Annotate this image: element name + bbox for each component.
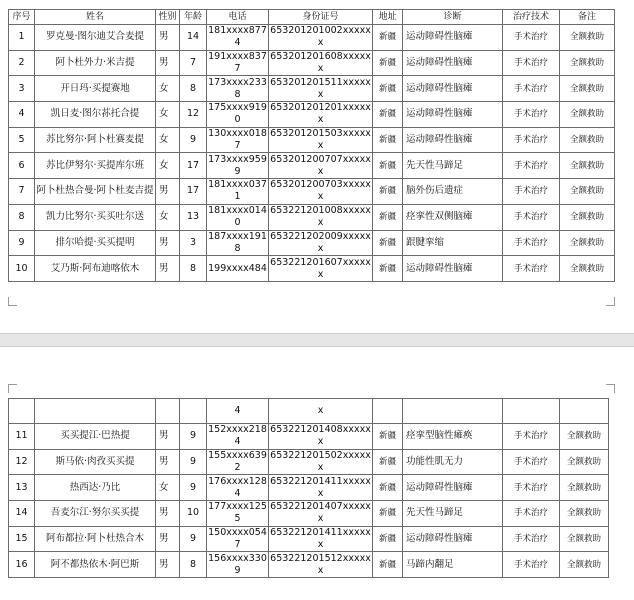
cell-number: 13: [9, 475, 35, 501]
cell-empty: [373, 399, 403, 424]
cell-id-number: 653201200703xxxxxx: [270, 179, 371, 203]
cell-name: 阿布都拉·阿卜杜热合木: [35, 526, 156, 552]
cell-address: 新疆: [373, 475, 403, 501]
cell-treatment: 手术治疗: [503, 552, 560, 578]
cell-id-continued: x: [269, 399, 373, 424]
cell-gender: 男: [156, 230, 180, 256]
cell-address: 新疆: [373, 50, 403, 76]
table-row: [9, 256, 615, 282]
cell-address: 新疆: [373, 424, 403, 450]
cell-address: 新疆: [373, 153, 403, 179]
table-row: [9, 424, 609, 450]
cell-id-number: 653221201411xxxxxx: [270, 527, 371, 551]
header-cell: 地址: [373, 10, 403, 25]
cell-age: 9: [180, 449, 207, 475]
cell-phone-continued: 4: [207, 399, 269, 424]
page-corner-mark: [606, 297, 615, 306]
patient-table-page-2: [8, 398, 609, 578]
cell-empty: [180, 399, 207, 424]
cell-gender: 女: [156, 76, 180, 102]
cell-treatment: 手术治疗: [503, 76, 560, 102]
cell-diagnosis: 先天性马蹄足: [403, 153, 503, 179]
cell-remark: 全额救助: [560, 449, 609, 475]
cell-number: 7: [9, 179, 35, 205]
cell-name: 苏比伊努尔·买提库尔班: [35, 153, 156, 179]
cell-number: 11: [9, 424, 35, 450]
cell-phone: 150xxxx0547: [208, 527, 267, 551]
cell-address: 新疆: [373, 102, 403, 128]
cell-number: 4: [9, 102, 35, 128]
cell-phone: 176xxxx1284: [208, 475, 267, 499]
table-row: [9, 127, 615, 153]
table-row: [9, 501, 609, 527]
cell-address: 新疆: [373, 127, 403, 153]
cell-remark: 全额救助: [560, 230, 615, 256]
cell-phone: 175xxxx9190: [208, 102, 267, 126]
cell-gender: 男: [156, 552, 180, 578]
cell-gender: 男: [156, 501, 180, 527]
cell-phone: 187xxxx1918: [208, 230, 267, 254]
table-row: [9, 102, 615, 128]
cell-diagnosis: 运动障碍性脑瘫: [403, 50, 503, 76]
cell-address: 新疆: [373, 76, 403, 102]
cell-id-number: 653221201411xxxxxx: [270, 475, 371, 499]
cell-remark: 全额救助: [560, 552, 609, 578]
page-corner-mark: [8, 297, 17, 306]
cell-age: 9: [180, 127, 207, 153]
cell-id-number: 653221202009xxxxxx: [270, 230, 371, 254]
cell-address: 新疆: [373, 230, 403, 256]
cell-id-number: 653221201502xxxxxx: [270, 450, 371, 474]
cell-diagnosis: 痉挛型脑性瘫痪: [403, 424, 503, 450]
table-row: [9, 230, 615, 256]
cell-diagnosis: 痉挛性双侧脑瘫: [403, 204, 503, 230]
page-corner-mark: [606, 384, 615, 393]
header-cell: 电话: [207, 10, 269, 25]
cell-remark: 全额救助: [560, 76, 615, 102]
cell-phone: 191xxxx8377: [208, 51, 267, 75]
cell-remark: 全额救助: [560, 25, 615, 51]
cell-address: 新疆: [373, 552, 403, 578]
cell-number: 16: [9, 552, 35, 578]
cell-diagnosis: 跟腱挛缩: [403, 230, 503, 256]
cell-name: 凯力比努尔·买买吐尔送: [35, 204, 156, 230]
cell-name: 阿不都热依木·阿巴斯: [35, 552, 156, 578]
cell-name: 凯日麦·图尔荪托合提: [35, 102, 156, 128]
cell-diagnosis: 运动障碍性脑瘫: [403, 256, 503, 282]
cell-age: 7: [180, 50, 207, 76]
cell-id-number: 653201201201xxxxxx: [270, 102, 371, 126]
cell-gender: 女: [156, 153, 180, 179]
cell-id-number: 653221201407xxxxxx: [270, 501, 371, 525]
cell-age: 8: [180, 256, 207, 282]
cell-treatment: 手术治疗: [503, 127, 560, 153]
cell-treatment: 手术治疗: [503, 449, 560, 475]
cell-name: 开日玛·买提赛地: [35, 76, 156, 102]
cell-age: 9: [180, 475, 207, 501]
cell-age: 17: [180, 179, 207, 205]
cell-diagnosis: 脑外伤后遗症: [403, 179, 503, 205]
cell-treatment: 手术治疗: [503, 475, 560, 501]
cell-remark: 全额救助: [560, 424, 609, 450]
cell-gender: 女: [156, 127, 180, 153]
cell-address: 新疆: [373, 204, 403, 230]
cell-gender: 男: [156, 449, 180, 475]
table-row: [9, 25, 615, 51]
cell-diagnosis: 运动障碍性脑瘫: [403, 25, 503, 51]
cell-number: 9: [9, 230, 35, 256]
cell-age: 9: [180, 526, 207, 552]
cell-phone: 156xxxx3309: [208, 552, 267, 576]
patient-table-page-1: [8, 9, 615, 282]
cell-age: 12: [180, 102, 207, 128]
cell-treatment: 手术治疗: [503, 424, 560, 450]
cell-number: 1: [9, 25, 35, 51]
cell-diagnosis: 运动障碍性脑瘫: [403, 76, 503, 102]
cell-gender: 女: [156, 102, 180, 128]
cell-diagnosis: 运动障碍性脑瘫: [403, 475, 503, 501]
cell-number: 3: [9, 76, 35, 102]
cell-gender: 男: [156, 50, 180, 76]
cell-name: 苏比努尔·阿卜杜赛麦提: [35, 127, 156, 153]
cell-phone: 130xxxx0187: [208, 128, 267, 152]
cell-age: 9: [180, 424, 207, 450]
cell-treatment: 手术治疗: [503, 153, 560, 179]
table-row: [9, 552, 609, 578]
header-cell: 年龄: [180, 10, 207, 25]
cell-treatment: 手术治疗: [503, 204, 560, 230]
cell-age: 17: [180, 153, 207, 179]
cell-treatment: 手术治疗: [503, 526, 560, 552]
cell-age: 8: [180, 552, 207, 578]
cell-gender: 男: [156, 25, 180, 51]
cell-address: 新疆: [373, 449, 403, 475]
table-row: [9, 50, 615, 76]
cell-treatment: 手术治疗: [503, 102, 560, 128]
cell-remark: 全额救助: [560, 204, 615, 230]
cell-remark: 全额救助: [560, 50, 615, 76]
cell-diagnosis: 运动障碍性脑瘫: [403, 102, 503, 128]
cell-age: 3: [180, 230, 207, 256]
cell-id-number: 653201200707xxxxxx: [270, 153, 371, 177]
header-cell: 姓名: [35, 10, 156, 25]
cell-diagnosis: 先天性马蹄足: [403, 501, 503, 527]
cell-remark: 全额救助: [560, 501, 609, 527]
cell-diagnosis: 功能性肌无力: [403, 449, 503, 475]
cell-id-number: 653201201503xxxxxx: [270, 128, 371, 152]
cell-empty: [560, 399, 609, 424]
cell-remark: 全额救助: [560, 127, 615, 153]
cell-remark: 全额救助: [560, 102, 615, 128]
cell-id-number: 653201201002xxxxxx: [270, 25, 371, 49]
cell-phone: 181xxxx0371: [208, 179, 267, 203]
cell-number: 14: [9, 501, 35, 527]
cell-remark: 全额救助: [560, 526, 609, 552]
table-row: [9, 153, 615, 179]
cell-id-number: 653221201607xxxxxx: [270, 256, 371, 280]
cell-empty: [403, 399, 503, 424]
cell-treatment: 手术治疗: [503, 256, 560, 282]
cell-treatment: 手术治疗: [503, 25, 560, 51]
cell-name: 买买提江·巴热提: [35, 424, 156, 450]
cell-gender: 男: [156, 179, 180, 205]
cell-number: 12: [9, 449, 35, 475]
cell-treatment: 手术治疗: [503, 501, 560, 527]
cell-id-number: 653221201408xxxxxx: [270, 424, 371, 448]
cell-empty: [35, 399, 156, 424]
table-header-row: [9, 10, 615, 25]
cell-id-number: 653201201608xxxxxx: [270, 51, 371, 75]
cell-gender: 男: [156, 526, 180, 552]
header-cell: 身份证号: [269, 10, 373, 25]
cell-phone: 181xxxx0140: [208, 205, 267, 229]
cell-age: 10: [180, 501, 207, 527]
cell-empty: [503, 399, 560, 424]
cell-address: 新疆: [373, 526, 403, 552]
cell-age: 14: [180, 25, 207, 51]
cell-name: 艾乃斯·阿布迪喀依木: [35, 256, 156, 282]
table-row: [9, 76, 615, 102]
table-row: [9, 204, 615, 230]
cell-diagnosis: 马蹄内翻足: [403, 552, 503, 578]
cell-phone: 152xxxx2184: [208, 424, 267, 448]
cell-id-number: 653221201008xxxxxx: [270, 205, 371, 229]
cell-empty: [9, 399, 35, 424]
cell-number: 6: [9, 153, 35, 179]
cell-name: 排尔哈提·买买提明: [35, 230, 156, 256]
cell-gender: 女: [156, 204, 180, 230]
table-row: [9, 475, 609, 501]
cell-name: 吾麦尔江·努尔买买提: [35, 501, 156, 527]
cell-phone: 173xxxx9599: [208, 153, 267, 177]
cell-remark: 全额救助: [560, 475, 609, 501]
page-corner-mark: [8, 384, 17, 393]
cell-name: 斯马依·肉孜买买提: [35, 449, 156, 475]
cell-gender: 男: [156, 256, 180, 282]
cell-diagnosis: 运动障碍性脑瘫: [403, 127, 503, 153]
continuation-row: [9, 399, 609, 424]
cell-phone: 173xxxx2338: [208, 76, 267, 100]
cell-name: 罗克曼·图尔迪艾合麦提: [35, 25, 156, 51]
header-cell: 治疗技术: [503, 10, 560, 25]
cell-treatment: 手术治疗: [503, 179, 560, 205]
table-row: [9, 179, 615, 205]
cell-phone: 177xxxx1255: [208, 501, 267, 525]
cell-age: 8: [180, 76, 207, 102]
table-row: [9, 526, 609, 552]
cell-age: 13: [180, 204, 207, 230]
cell-address: 新疆: [373, 256, 403, 282]
cell-empty: [156, 399, 180, 424]
cell-id-number: 653201201511xxxxxx: [270, 76, 371, 100]
header-cell: 性别: [156, 10, 180, 25]
page-break-gap: [0, 333, 634, 347]
cell-gender: 男: [156, 424, 180, 450]
cell-diagnosis: 运动障碍性脑瘫: [403, 526, 503, 552]
cell-remark: 全额救助: [560, 179, 615, 205]
cell-number: 5: [9, 127, 35, 153]
cell-number: 15: [9, 526, 35, 552]
cell-name: 热西达·乃比: [35, 475, 156, 501]
table-row: [9, 449, 609, 475]
cell-treatment: 手术治疗: [503, 230, 560, 256]
cell-number: 10: [9, 256, 35, 282]
cell-remark: 全额救助: [560, 153, 615, 179]
cell-phone: 155xxxx6392: [208, 450, 267, 474]
cell-address: 新疆: [373, 179, 403, 205]
cell-phone: 199xxxx484: [207, 256, 269, 282]
cell-phone: 181xxxx8774: [208, 25, 267, 49]
header-cell: 诊断: [403, 10, 503, 25]
header-cell: 备注: [560, 10, 615, 25]
cell-number: 8: [9, 204, 35, 230]
cell-address: 新疆: [373, 25, 403, 51]
cell-gender: 女: [156, 475, 180, 501]
cell-number: 2: [9, 50, 35, 76]
cell-treatment: 手术治疗: [503, 50, 560, 76]
cell-id-number: 653221201512xxxxxx: [270, 552, 371, 576]
header-cell: 序号: [9, 10, 35, 25]
cell-remark: 全额救助: [560, 256, 615, 282]
cell-name: 阿卜杜热合曼·阿卜杜麦吉提: [35, 179, 156, 205]
cell-name: 阿卜杜外力·米吉提: [35, 50, 156, 76]
cell-address: 新疆: [373, 501, 403, 527]
